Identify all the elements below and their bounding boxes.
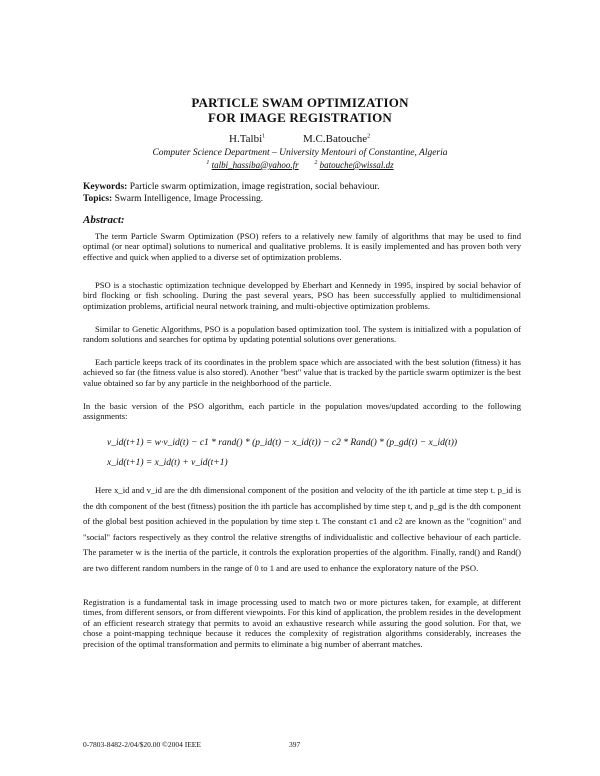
footer-isbn: 0-7803-8482-2/04/$20.00 ©2004 IEEE	[83, 740, 201, 749]
email-1-link[interactable]: talbi_hassiba@yahoo.fr	[211, 160, 299, 170]
email-2-link[interactable]: batouche@wissal.dz	[319, 160, 394, 170]
author-1	[229, 133, 265, 145]
author-2-name: M.C.Batouche	[303, 133, 368, 145]
email-2-mark: 2	[314, 160, 318, 166]
keywords-text: Particle swarm optimization, image registration, social behaviour.	[129, 182, 380, 192]
email-line	[0, 160, 600, 170]
topics-line	[83, 194, 523, 204]
abstract-paragraph-7: Registration is a fundamental task in image processing used to match two or more pictures taken, for example, at different times, from different sensors, or from different viewpoints. For this kind of application, the problem resides in the development of an efficient research strategy that permits to avoid an exhaustive research while assuring the good solution. For that, we chose a point-mapping technique because it reduces the complexity of registration algorithms considerably, increases the precision of the optimal transformation and permits to eliminate a big number of aberrant matches.	[83, 597, 521, 649]
author-2-mark: 2	[367, 133, 371, 140]
position-update-equation: x_id(t+1) = x_id(t) + v_id(t+1)	[107, 458, 228, 468]
keywords-line	[83, 182, 523, 192]
abstract-heading: Abstract:	[83, 214, 125, 226]
paper-title-line1: PARTICLE SWAM OPTIMIZATION	[191, 95, 409, 110]
affiliation: Computer Science Department – University Mentouri of Constantine, Algeria	[152, 148, 448, 158]
velocity-update-equation: v_id(t+1) = w·v_id(t) − c1 * rand() * (p_id(t) − x_id(t)) − c2 * Rand() * (p_gd(t) − x_id(t))	[107, 438, 458, 448]
paper-title-line2: FOR IMAGE REGISTRATION	[207, 110, 392, 125]
author-1-name: H.Talbi	[229, 133, 263, 145]
abstract-paragraph-2: PSO is a stochastic optimization technique developped by Eberhart and Kennedy in 1995, inspired by social behavior of bird flocking or fish schooling. During the past several years, PSO has been successfully applied to multidimensional optimization problems, artificial neural network training, and multi-objective optimization problems.	[83, 280, 521, 311]
keywords-label: Keywords:	[83, 182, 128, 192]
email-1-mark: 1	[206, 160, 210, 166]
author-2	[303, 133, 370, 145]
topics-label: Topics:	[83, 194, 113, 204]
abstract-paragraph-4: Each particle keeps track of its coordinates in the problem space which are associated with the best solution (fitness) it has achieved so far (the fitness value is also stored). Another "best" value that is tracked by the particle swarm optimizer is the best value obtained so far by any particle in the neighborhood of the particle.	[83, 357, 521, 388]
abstract-paragraph-6: Here x_id and v_id are the dth dimensional component of the position and velocity of the ith particle at time step t. p_id is the dth component of the best (fitness) position the ith particle has accomplished by time step t, and p_gd is the dth component of the global best position achieved in the population by time step t. The constant c1 and c2 are known as the "cognition" and "social" factors respectively as they control the relative strengths of individualistic and collective behaviour of each particle. The parameter w is the inertia of the particle, it controls the exploration properties of the algorithm. Finally, rand() and Rand() are two different random numbers in the range of 0 to 1 and are used to enhance the exploratory nature of the PSO.	[83, 485, 521, 573]
abstract-paragraph-3: Similar to Genetic Algorithms, PSO is a population based optimization tool. The system is initialized with a population of random solutions and searches for optima by updating potential solutions over generations.	[83, 324, 521, 345]
topics-text: Swarm Intelligence, Image Processing.	[114, 194, 264, 204]
author-1-mark: 1	[262, 133, 266, 140]
abstract-paragraph-1: The term Particle Swarm Optimization (PSO) refers to a relatively new family of algorithms that may be used to find optimal (or near optimal) solutions to numerical and qualitative problems. It is easily implemented and has proven both very effective and quick when applied to a diverse set of optimization problems.	[83, 231, 521, 262]
footer-page-number: 397	[289, 740, 301, 749]
abstract-paragraph-5: In the basic version of the PSO algorithm, each particle in the population moves/updated according to the following assignments:	[83, 401, 521, 422]
